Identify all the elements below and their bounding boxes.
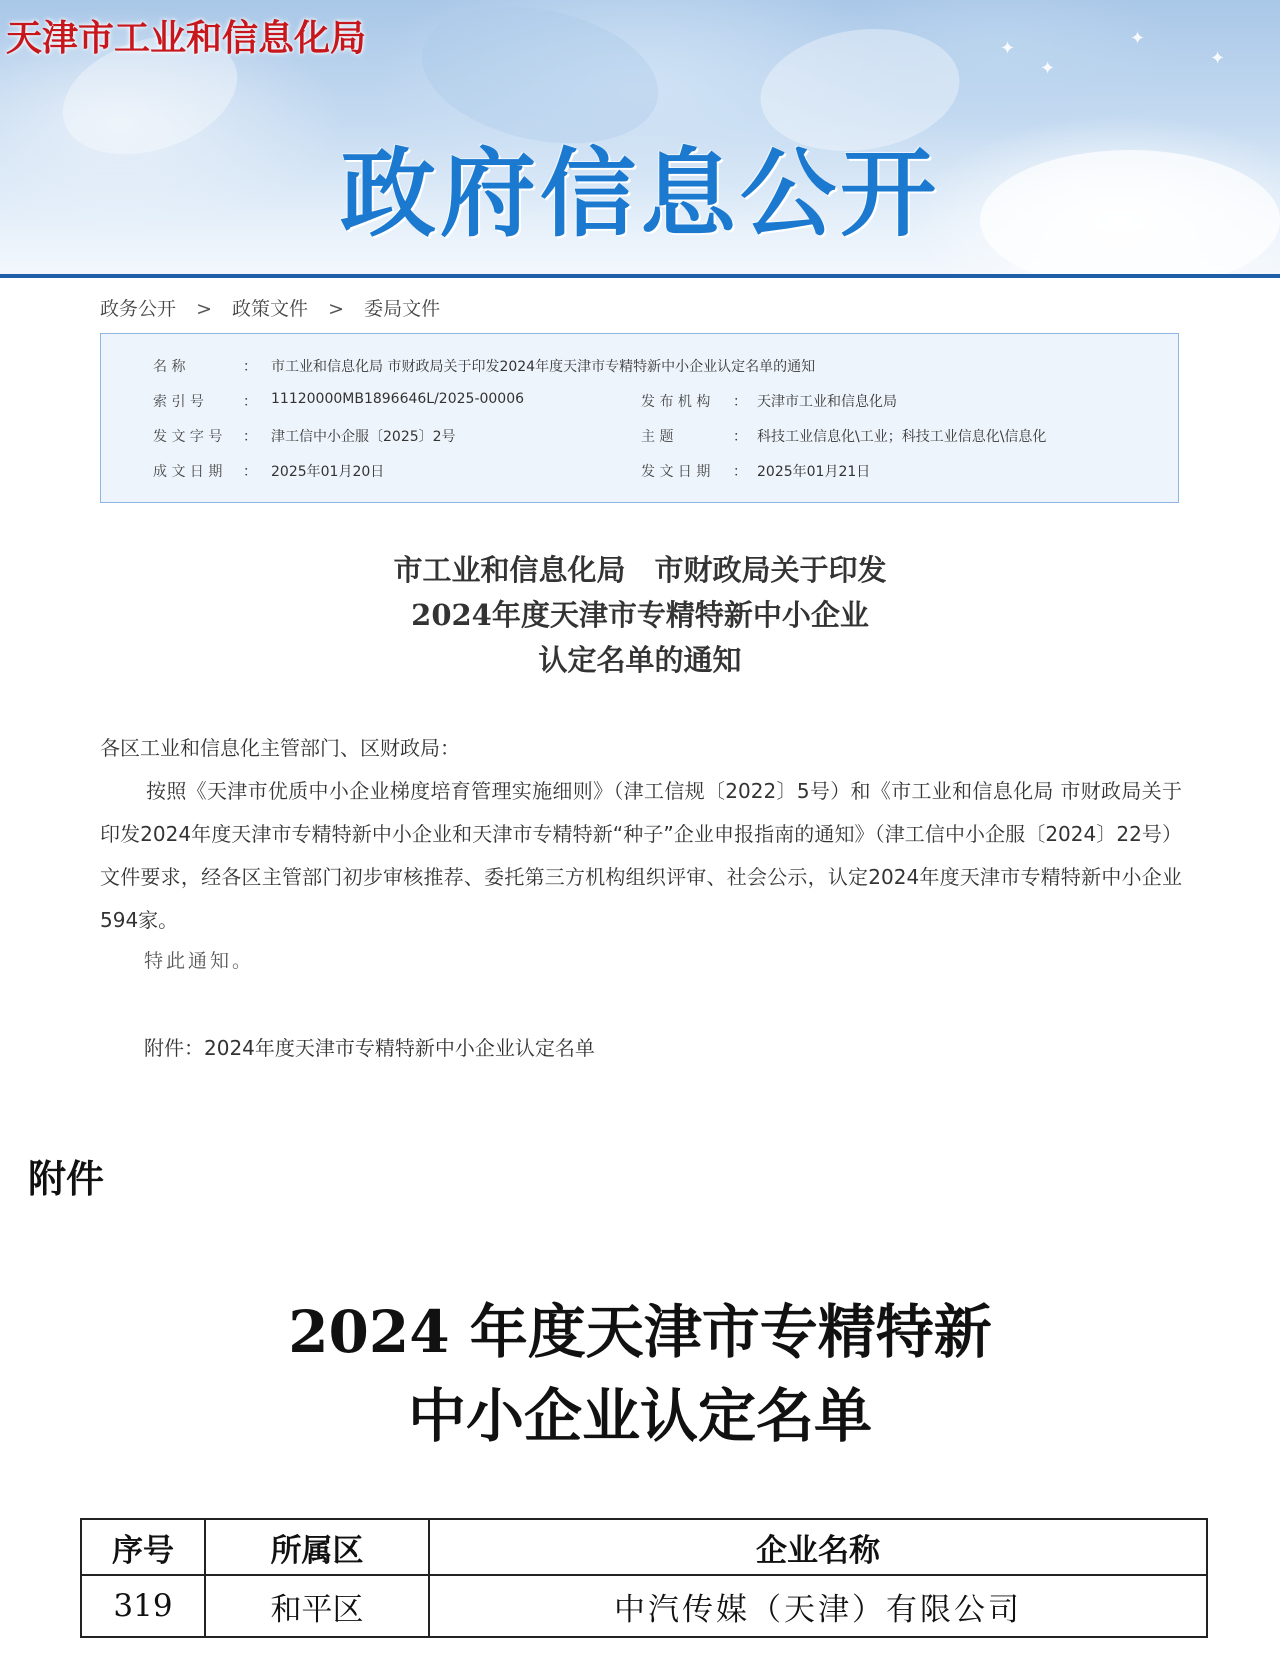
enterprise-list-table [80,1518,1208,1638]
value-index-no: 11120000MB1896646L/2025-00006 [271,391,525,407]
label-publish-date: 发 文 日 期 [641,464,711,480]
label-name: 名 称 [153,359,186,375]
breadcrumb-separator: > [328,298,345,320]
banner-title: 政府信息公开 [340,138,940,250]
metadata-row-name [101,356,1178,376]
site-banner [0,0,1280,278]
breadcrumb-separator: > [196,298,212,320]
label-subject: 主 题 [641,429,674,445]
value-written-date: 2025年01月20日 [271,464,385,480]
notice-title-line: 2024年度天津市专精特新中小企业 [411,598,869,632]
document-metadata-panel [100,333,1179,503]
cell-company: 中汽传媒（天津）有限公司 [429,1575,1207,1637]
value-issuer: 天津市工业和信息化局 [757,394,897,410]
label-doc-no: 发 文 字 号 [153,429,223,445]
label-colon: ： [243,429,257,445]
metadata-row-index [101,391,1178,411]
label-issuer: 发 布 机 构 [641,394,711,410]
value-name: 市工业和信息化局 市财政局关于印发2024年度天津市专精特新中小企业认定名单的通知 [271,359,816,375]
attachment-line [144,1032,595,1061]
cell-no: 319 [81,1575,205,1637]
notice-title-line: 认定名单的通知 [538,643,742,677]
bird-icon: ✦ [1000,38,1016,59]
column-header-district: 所属区 [205,1519,429,1575]
annex-title-line: 2024 年度天津市专精特新 [288,1298,992,1366]
column-header-no: 序号 [81,1519,205,1575]
agency-logo[interactable]: 天津市工业和信息化局 [6,18,367,59]
table-row [81,1575,1207,1637]
label-colon: ： [243,394,257,410]
breadcrumb [100,294,440,321]
value-doc-no: 津工信中小企服〔2025〕2号 [271,429,456,445]
breadcrumb-item-gov-affairs[interactable]: 政务公开 [100,298,177,320]
metadata-row-docno [101,426,1178,446]
value-publish-date: 2025年01月21日 [757,464,871,480]
label-colon: ： [733,429,747,445]
label-colon: ： [733,394,747,410]
label-colon: ： [243,464,257,480]
bird-icon: ✦ [1130,28,1146,49]
label-colon: ： [733,464,747,480]
cell-district: 和平区 [205,1575,429,1637]
metadata-row-dates [101,461,1178,481]
annex-title [0,1290,1280,1458]
notice-salutation: 各区工业和信息化主管部门、区财政局： [100,736,460,760]
label-colon: ： [243,359,257,375]
column-header-company: 企业名称 [429,1519,1207,1575]
breadcrumb-item-bureau-docs[interactable]: 委局文件 [364,298,441,320]
notice-closing: 特此通知。 [144,950,255,972]
label-written-date: 成 文 日 期 [153,464,223,480]
breadcrumb-item-policy-docs[interactable]: 政策文件 [232,298,309,320]
attachment-link[interactable]: 2024年度天津市专精特新中小企业认定名单 [204,1036,595,1060]
notice-body: 按照《天津市优质中小企业梯度培育管理实施细则》（津工信规〔2022〕5号）和《市工业和信息化局 市财政局关于印发2024年度天津市专精特新中小企业和天津市专精特新“种子”企业申报指南的通知》（津工信中小企服〔2024〕22号）文件要求，经各区主管部门初步审核推荐、委托第三方机构组织评审、社会公示，认定2024年度天津市专精特新中小企业594家。 [100,779,1182,932]
bird-icon: ✦ [1040,58,1056,79]
annex-heading: 附件 [28,1157,105,1201]
bird-icon: ✦ [1210,48,1226,69]
table-header-row [81,1519,1207,1575]
annex-title-line: 中小企业认定名单 [407,1382,872,1450]
attachment-prefix: 附件： [144,1036,204,1060]
value-subject: 科技工业信息化\工业；科技工业信息化\信息化 [757,429,1047,445]
notice-title-line: 市工业和信息化局 市财政局关于印发 [393,553,887,587]
label-index-no: 索 引 号 [153,394,204,410]
notice-title [0,548,1280,683]
